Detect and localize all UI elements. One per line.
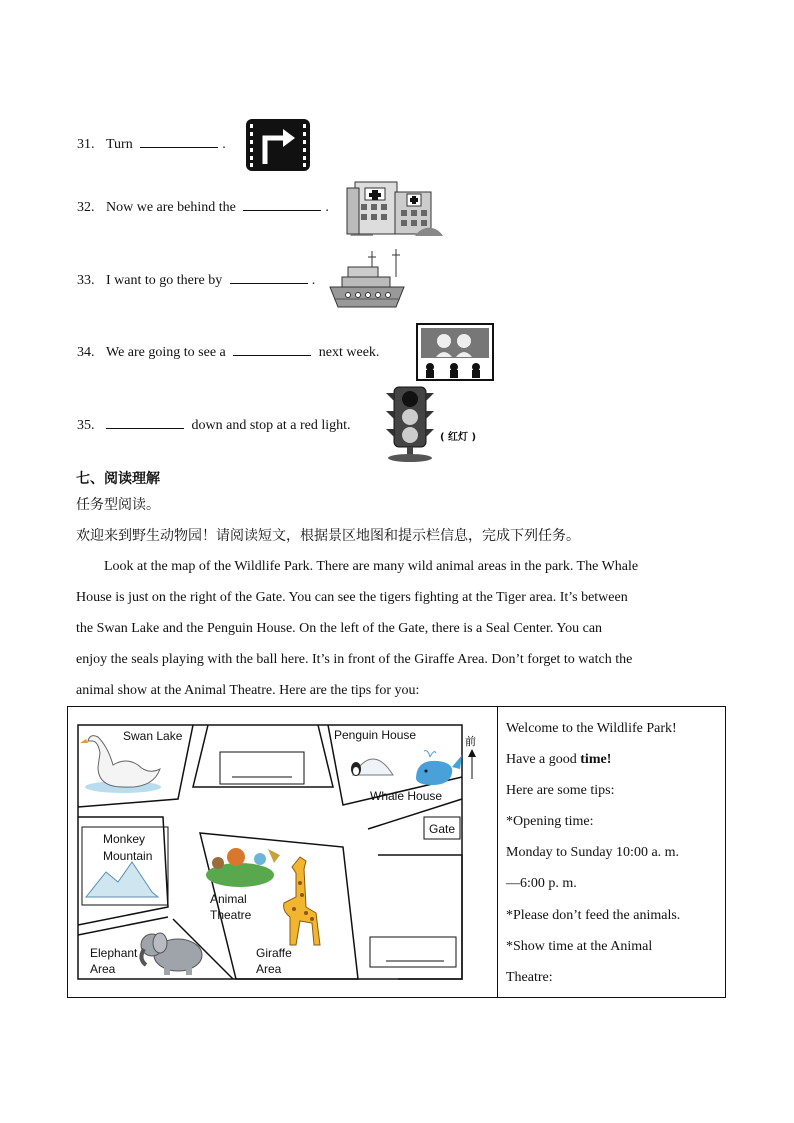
front-marker: 前: [465, 735, 476, 748]
question-number: 35.: [77, 418, 95, 433]
giraffe-area-label-1: Giraffe: [256, 946, 292, 960]
answer-blank[interactable]: [233, 354, 311, 356]
question-text: We are going to see a: [106, 345, 226, 360]
section-subtitle: 任务型阅读。: [76, 497, 160, 513]
question-text: down and stop at a red light.: [191, 418, 351, 433]
table-divider: [497, 706, 498, 998]
question-number: 34.: [77, 345, 95, 360]
passage-line-2: House is just on the right of the Gate. You can see the tigers fighting at the Tiger area. It’s between: [76, 590, 628, 605]
question-end: .: [325, 200, 329, 215]
question-text: Turn: [106, 137, 133, 152]
tiger-area-box: [220, 752, 304, 784]
tips-have-good-text: Have a good: [506, 752, 581, 767]
question-text: Now we are behind the: [106, 200, 236, 215]
elephant-area-label-2: Area: [90, 962, 116, 976]
traffic-light-icon: [382, 385, 437, 463]
ship-icon: [328, 247, 408, 312]
whale-house-label: Whale House: [370, 789, 443, 803]
question-number: 31.: [77, 137, 95, 152]
answer-blank[interactable]: [106, 427, 184, 429]
giraffe-icon: [284, 857, 320, 945]
tips-no-feed: *Please don’t feed the animals.: [506, 908, 681, 923]
tips-opening-time: *Opening time:: [506, 814, 594, 829]
question-end: .: [222, 137, 226, 152]
passage-line-4: enjoy the seals playing with the ball here. It’s in front of the Giraffe Area. Don’t forget to watch the: [76, 652, 633, 667]
swan-icon: [80, 736, 161, 793]
passage-line-1: Look at the map of the Wildlife Park. There are many wild animal areas in the park. The Whale: [104, 559, 639, 574]
tips-have-good-bold: time!: [580, 752, 612, 767]
answer-blank[interactable]: [140, 146, 218, 148]
tips-until: —6:00 p. m.: [506, 876, 577, 891]
question-text: I want to go there by: [106, 273, 223, 288]
answer-blank[interactable]: [230, 282, 308, 284]
question-end: next week.: [318, 345, 380, 360]
cinema-film-icon: [416, 323, 494, 381]
seal-center-box: [370, 937, 456, 967]
section-title: 七、阅读理解: [76, 471, 160, 487]
passage-line-5: animal show at the Animal Theatre. Here are the tips for you:: [76, 683, 420, 698]
whale-icon: [416, 751, 462, 785]
question-35: [77, 418, 351, 434]
mountain-icon: [86, 862, 158, 897]
turn-right-sign-icon: [245, 118, 311, 172]
question-34: [77, 345, 379, 361]
tips-have-good: [506, 752, 611, 768]
swan-lake-label: Swan Lake: [123, 729, 183, 743]
question-33: [77, 273, 315, 289]
igloo-penguin-icon: [351, 759, 393, 776]
elephant-area-label-1: Elephant: [90, 946, 138, 960]
question-number: 32.: [77, 200, 95, 215]
question-number: 33.: [77, 273, 95, 288]
question-end: .: [311, 273, 316, 288]
animal-theatre-label-2: Theatre: [210, 908, 252, 922]
tips-show-time: *Show time at the Animal: [506, 939, 653, 954]
section-instruction: 欢迎来到野生动物园！请阅读短文，根据景区地图和提示栏信息，完成下列任务。: [76, 528, 580, 544]
monkey-mountain-label-2: Mountain: [103, 849, 153, 863]
answer-blank[interactable]: [243, 209, 321, 211]
tips-days: Monday to Sunday 10:00 a. m.: [506, 845, 680, 860]
red-light-caption: ( 红灯 ): [440, 432, 477, 443]
question-32: [77, 200, 329, 216]
tips-here-are: Here are some tips:: [506, 783, 615, 798]
penguin-house-label: Penguin House: [334, 728, 417, 742]
question-31: [77, 137, 226, 153]
globe-animals-icon: [206, 848, 280, 887]
tips-welcome: Welcome to the Wildlife Park!: [506, 721, 677, 736]
tips-theatre: Theatre:: [506, 970, 553, 985]
animal-theatre-label-1: Animal: [210, 892, 247, 906]
gate-label: Gate: [429, 822, 456, 836]
hospital-icon: [345, 178, 445, 238]
monkey-mountain-label-1: Monkey: [103, 832, 146, 846]
park-map: [68, 707, 496, 997]
giraffe-area-label-2: Area: [256, 962, 282, 976]
passage-line-3: the Swan Lake and the Penguin House. On the left of the Gate, there is a Seal Center. You can: [76, 621, 603, 636]
